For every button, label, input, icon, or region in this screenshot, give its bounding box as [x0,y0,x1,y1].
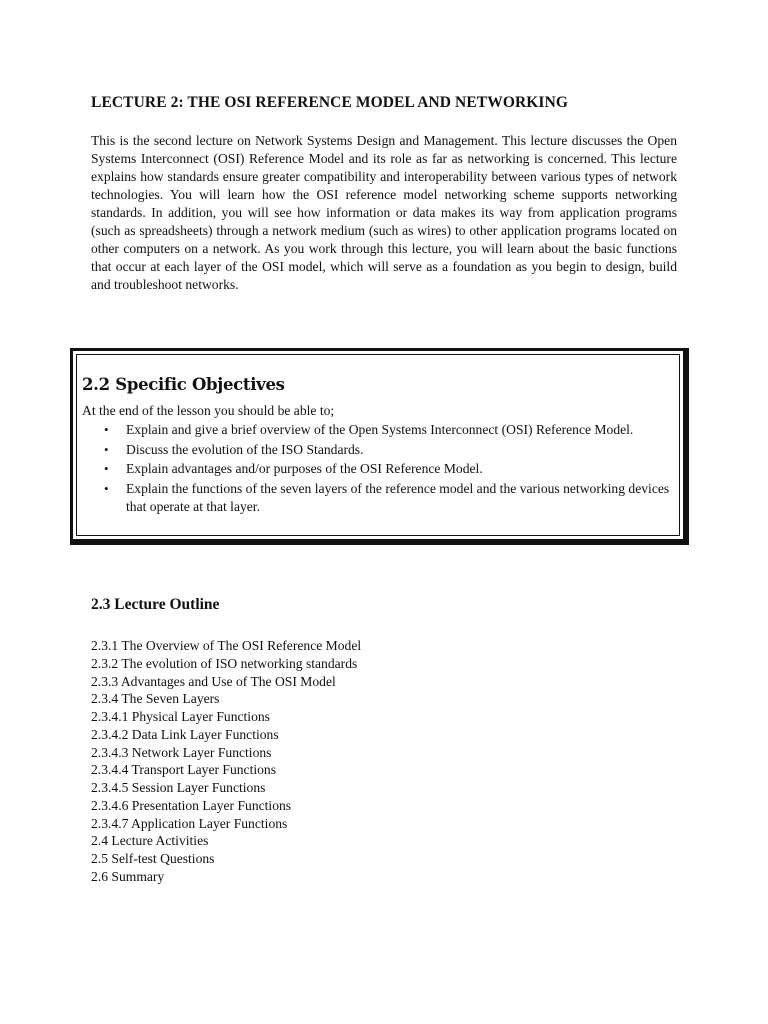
bullet-icon: • [104,441,109,457]
objectives-list [101,421,691,518]
intro-paragraph: This is the second lecture on Network Systems Design and Management. This lecture discusses the Open Systems Interconnect (OSI) Reference Model and its role as far as networking is concerned. This lecture explains how standards ensure greater compatibility and interoperability between various types of network technologies. You will learn how the OSI reference model networking scheme supports networking standards. In addition, you will see how information or data makes its way from application programs (such as spreadsheets) through a network medium (such as wires) to other application programs located on other computers on a network. As you work through this lecture, you will learn about the basic functions that occur at each layer of the OSI model, which will serve as a foundation as you begin to design, build and troubleshoot networks. [91,133,677,292]
outline-item: 2.3.4 The Seven Layers [91,691,220,707]
lecture-title: LECTURE 2: THE OSI REFERENCE MODEL AND NETWORKING [91,94,569,111]
outline-item: 2.4 Lecture Activities [91,833,209,849]
outline-item: 2.3.4.3 Network Layer Functions [91,744,272,760]
outline-heading: 2.3 Lecture Outline [91,596,220,613]
outline-item: 2.3.2 The evolution of ISO networking standards [91,655,358,671]
outline-item: 2.3.4.7 Application Layer Functions [91,815,288,831]
objective-item [101,460,691,479]
objective-text: Explain advantages and/or purposes of the OSI Reference Model. [126,461,483,477]
outline-item: 2.5 Self-test Questions [91,851,215,866]
objective-text: Discuss the evolution of the ISO Standards. [126,441,364,457]
objective-item [101,480,691,517]
objectives-heading: 2.2 Specific Objectives [82,375,285,394]
outline-item: 2.3.4.6 Presentation Layer Functions [91,797,292,813]
objective-text: Explain the functions of the seven layers of the reference model and the various networking devices that operate at that layer. [126,480,670,515]
outline-list [91,637,361,886]
objective-item [101,441,691,460]
objectives-inner-frame [76,354,680,536]
bullet-icon: • [104,480,109,496]
outline-item: 2.3.1 The Overview of The OSI Reference Model [91,638,362,653]
objectives-box [70,348,689,545]
objective-item [101,421,691,440]
objective-text: Explain and give a brief overview of the Open Systems Interconnect (OSI) Reference Model. [126,422,634,437]
outline-item: 2.3.3 Advantages and Use of The OSI Model [91,673,336,689]
outline-item: 2.3.4.4 Transport Layer Functions [91,762,277,778]
outline-item: 2.3.4.5 Session Layer Functions [91,780,266,795]
bullet-icon: • [104,461,109,477]
bullet-icon: • [104,422,109,437]
outline-item: 2.6 Summary [91,868,165,884]
outline-item: 2.3.4.2 Data Link Layer Functions [91,726,279,742]
outline-item: 2.3.4.1 Physical Layer Functions [91,709,270,724]
objectives-lead: At the end of the lesson you should be able to; [82,403,335,418]
